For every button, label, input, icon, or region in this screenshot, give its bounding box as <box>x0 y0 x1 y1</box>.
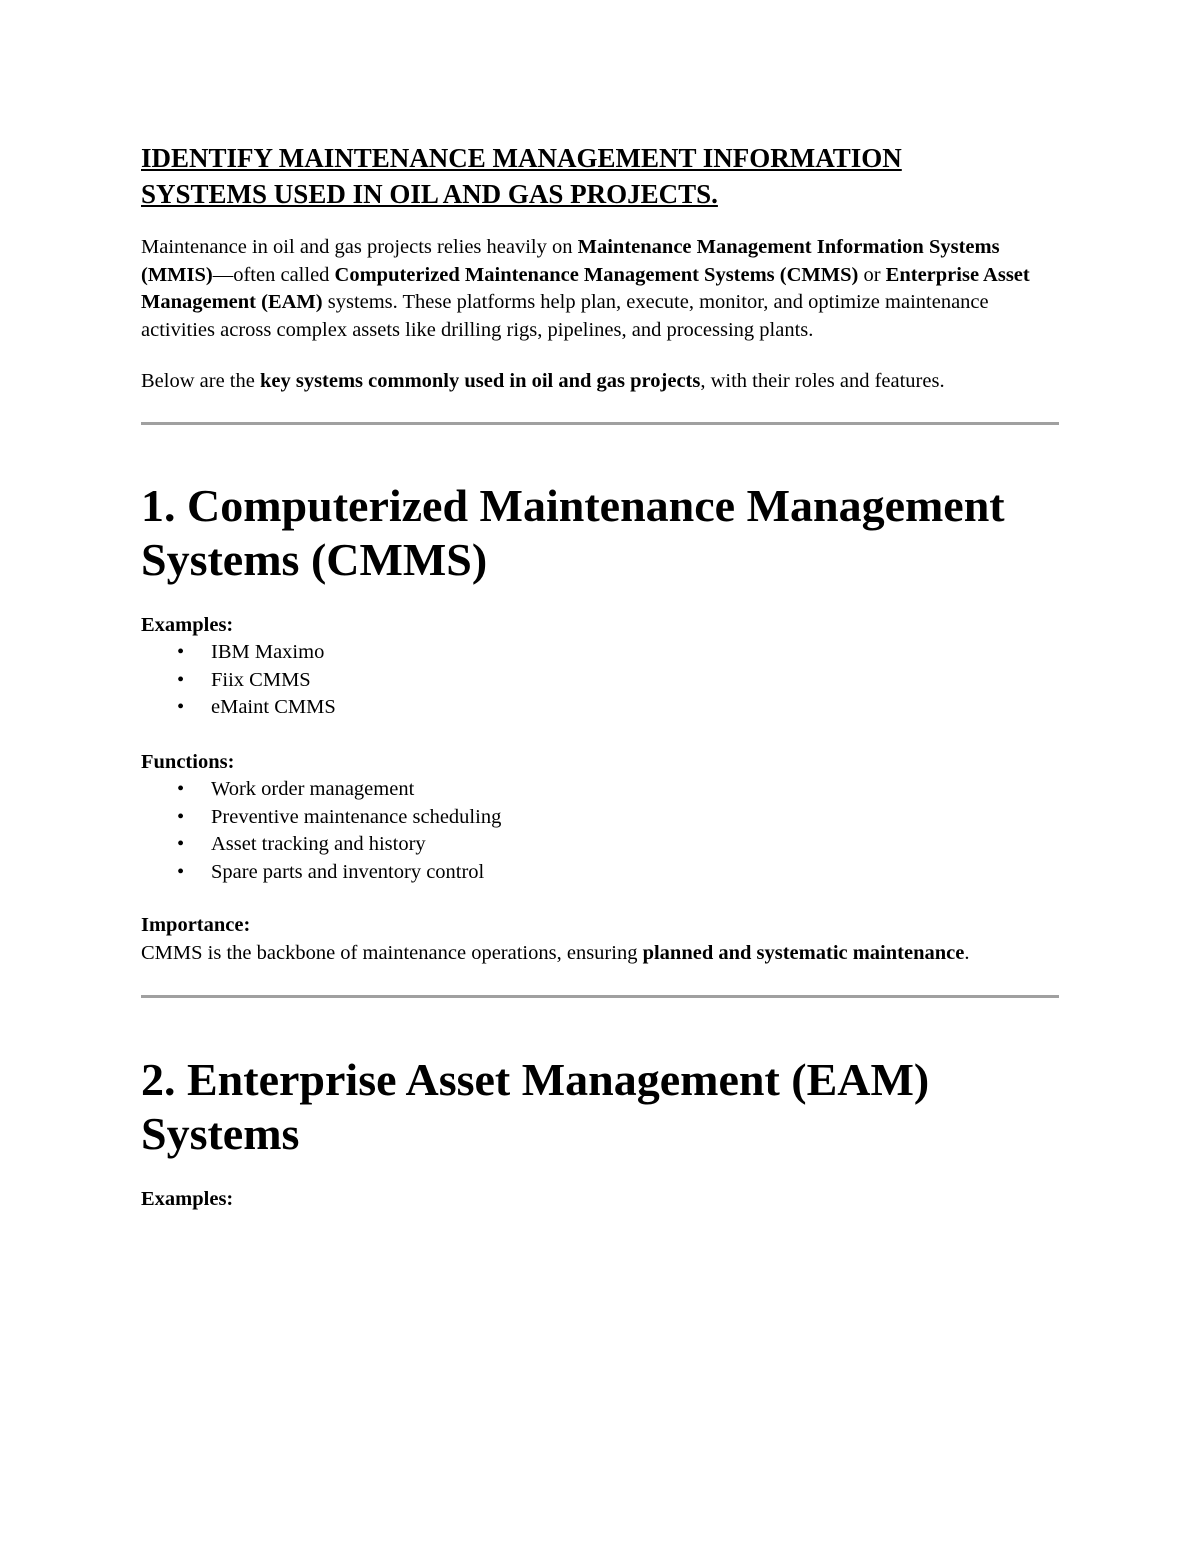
section-heading-eam-line-1: 2. Enterprise Asset Management (EAM) <box>141 1054 930 1105</box>
list-item-text: Spare parts and inventory control <box>211 860 485 883</box>
examples-label: Examples: <box>141 1188 234 1210</box>
bullet-icon: • <box>177 805 185 828</box>
list-item-text: Preventive maintenance scheduling <box>211 805 502 828</box>
horizontal-divider <box>141 995 1059 998</box>
overview-paragraph <box>141 368 1059 396</box>
functions-label: Functions: <box>141 750 235 773</box>
intro-text-2: —often called <box>212 263 335 286</box>
importance-text-1: CMMS is the backbone of maintenance operations, ensuring <box>141 941 643 964</box>
section-heading-cmms-line-1: 1. Computerized Maintenance Management <box>141 479 1005 531</box>
list-item <box>141 804 1059 832</box>
bullet-icon: • <box>177 778 185 800</box>
intro-bold-eam: Enterprise Asset Management (EAM) <box>141 263 1030 313</box>
examples-list <box>141 639 1059 722</box>
section-heading-cmms <box>141 479 1059 587</box>
document-title-line-1: IDENTIFY MAINTENANCE MANAGEMENT INFORMATION <box>141 143 902 173</box>
section-heading-eam <box>141 1053 1059 1161</box>
list-item-text: eMaint CMMS <box>211 696 336 718</box>
bullet-icon: • <box>177 668 185 691</box>
bullet-icon: • <box>177 696 185 718</box>
section-heading-cmms-line-2: Systems (CMMS) <box>141 533 488 585</box>
list-item <box>141 639 1059 667</box>
list-item <box>141 776 1059 804</box>
bullet-icon: • <box>177 860 185 883</box>
document-title-line-2: SYSTEMS USED IN OIL AND GAS PROJECTS. <box>141 179 718 209</box>
intro-text-3: or <box>858 263 886 286</box>
overview-bold: key systems commonly used in oil and gas projects <box>259 370 701 392</box>
list-item-text: IBM Maximo <box>211 641 325 663</box>
intro-text-1: Maintenance in oil and gas projects relies heavily on <box>141 236 578 258</box>
list-item-text: Fiix CMMS <box>211 668 311 691</box>
horizontal-divider <box>141 422 1059 425</box>
importance-label: Importance: <box>141 914 251 936</box>
overview-text-2: , with their roles and features. <box>700 370 945 392</box>
list-item-text: Asset tracking and history <box>211 833 426 855</box>
list-item <box>141 831 1059 859</box>
importance-paragraph <box>141 940 1059 968</box>
section-heading-eam-line-2: Systems <box>141 1108 300 1159</box>
bullet-icon: • <box>177 833 185 855</box>
importance-text-2: . <box>964 941 970 964</box>
document-title <box>141 140 1059 212</box>
bullet-icon: • <box>177 641 185 663</box>
intro-bold-cmms: Computerized Maintenance Management Systems (CMMS) <box>334 263 859 286</box>
list-item <box>141 667 1059 695</box>
document-page <box>141 140 1059 1214</box>
list-item <box>141 694 1059 722</box>
intro-text-4: systems. These platforms help plan, execute, monitor, and optimize maintenance activities across complex assets like drilling rigs, pipelines, and processing plants. <box>141 291 989 341</box>
list-item <box>141 859 1059 887</box>
overview-text-1: Below are the <box>141 370 260 392</box>
intro-bold-mmis: Maintenance Management Information Systems (MMIS) <box>141 236 1000 286</box>
functions-list <box>141 776 1059 886</box>
examples-label: Examples: <box>141 613 234 636</box>
importance-bold: planned and systematic maintenance <box>642 941 965 964</box>
intro-paragraph <box>141 234 1059 344</box>
list-item-text: Work order management <box>211 778 415 800</box>
